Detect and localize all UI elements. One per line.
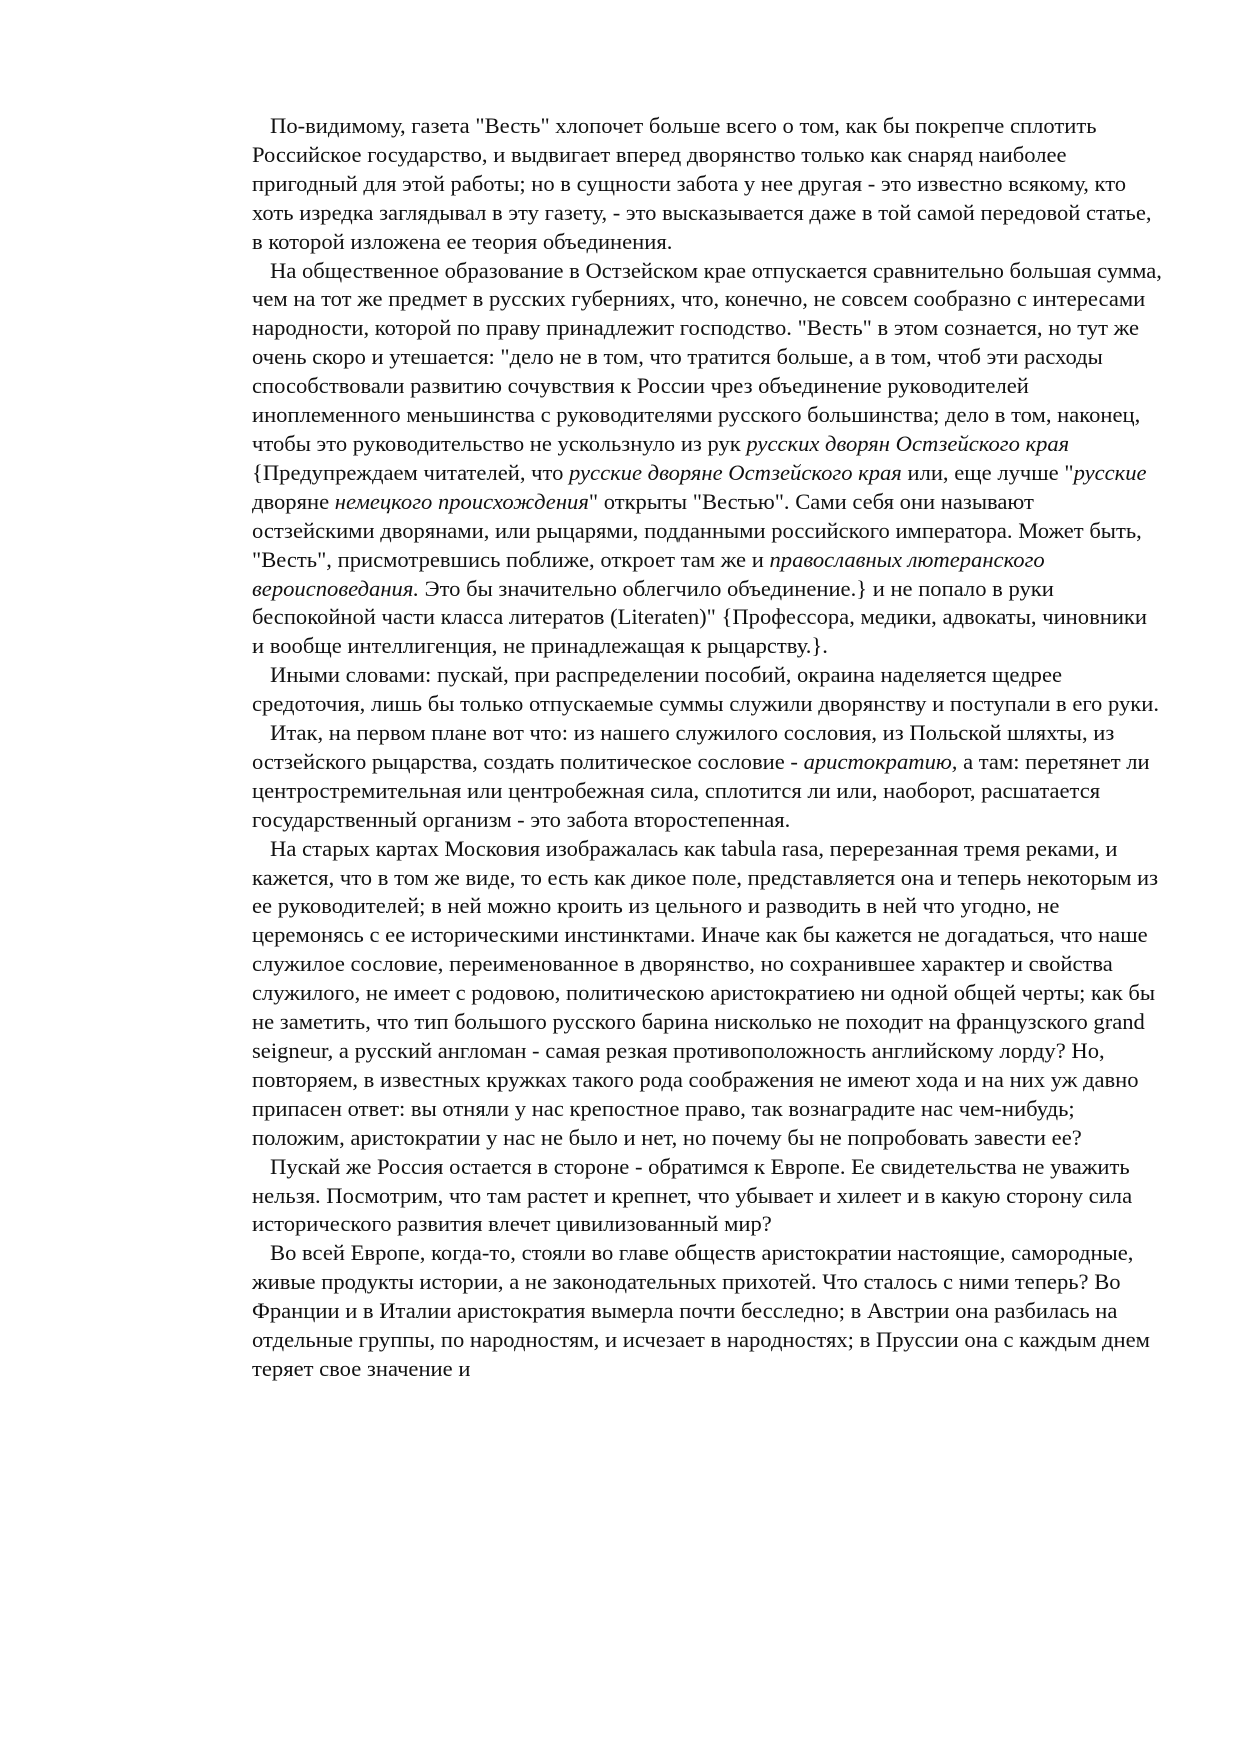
- text-run: " открыты "Вестью". Сами себя они называют остзейскими дворянами, или рыцарями, подданными российского императора. Может быть, "Весть", присмотревшись поближе, откроет там же и: [252, 488, 1142, 572]
- text-run: Пускай же Россия остается в стороне - обратимся к Европе. Ее свидетельства не уважить нельзя. Посмотрим, что там растет и крепнет, что убывает и хилеет и в какую сторону сила исторического развития влечет цивилизованный мир?: [252, 1153, 1133, 1237]
- text-run: Это бы значительно облегчило объединение.} и не попало в руки беспокойной части класса литератов (Literaten)" {Профессора, медики, адвокаты, чиновники и вообще интеллигенция, не принадлежащая к рыцарству.}.: [252, 575, 1147, 659]
- text-run: дворяне: [252, 488, 335, 514]
- paragraph: [252, 719, 1162, 835]
- document-page: [252, 112, 1162, 1384]
- text-run: Иными словами: пускай, при распределении пособий, окраина наделяется щедрее средоточия, лишь бы только отпускаемые суммы служили дворянству и поступали в его руки.: [252, 662, 1160, 717]
- text-run: На старых картах Московия изображалась как tabula rasa, перерезанная тремя реками, и кажется, что в том же виде, то есть как дикое поле, представляется она и теперь некоторым из ее руководителей; в ней можно кроить из цельного и разводить в ней что угодно, не церемонясь с ее историческими инстинктами. Иначе как бы кажется не догадаться, что наше служилое сословие, переименованное в дворянство, но сохранившее характер и свойства служилого, не имеет с родовою, политическою аристократиею ни одной общей черты; как бы не заметить, что тип большого русского барина нисколько не походит на французского grand seigneur, а русский англоман - самая резкая противоположность английскому лорду? Но, повторяем, в известных кружках такого рода соображения не имеют хода и на них уж давно припасен ответ: вы отняли у нас крепостное право, так вознаградите нас чем-нибудь; положим, аристократии у нас не было и нет, но почему бы не попробовать завести ее?: [252, 835, 1159, 1150]
- text-run: Во всей Европе, когда-то, стояли во главе обществ аристократии настоящие, самородные, живые продукты истории, а не законодательных прихотей. Что сталось с ними теперь? Во Франции и в Италии аристократия вымерла почти бесследно; в Австрии она разбилась на отдельные группы, по народностям, и исчезает в народностях; в Пруссии она с каждым днем теряет свое значение и: [252, 1240, 1150, 1381]
- paragraph: [252, 112, 1162, 257]
- paragraph: [252, 1153, 1162, 1240]
- text-run: Итак, на первом плане вот что: из нашего служилого сословия, из Польской шляхты, из остзейского рыцарства, создать политическое сословие -: [252, 720, 1115, 774]
- italic-run: русские дворяне Остзейского края: [569, 459, 902, 485]
- italic-run: русских дворян Остзейского края: [746, 430, 1070, 456]
- text-run: {Предупреждаем читателей, что: [252, 459, 570, 485]
- text-run: а там: перетянет ли центростремительная или центробежная сила, сплотится ли или, наоборот, расшатается государственный организм - это забота второстепенная.: [252, 748, 1150, 832]
- italic-run: православных лютеранского вероисповедания.: [252, 546, 1045, 601]
- paragraph: [252, 661, 1162, 719]
- italic-run: русские: [1073, 459, 1147, 485]
- text-run: или, еще лучше ": [901, 459, 1074, 485]
- paragraph: [252, 257, 1162, 662]
- italic-run: аристократию,: [803, 748, 958, 774]
- text-run: На общественное образование в Остзейском крае отпускается сравнительно большая сумма, чем на тот же предмет в русских губерниях, что, конечно, не совсем сообразно с интересами народности, которой по праву принадлежит господство. "Весть" в этом сознается, но тут же очень скоро и утешается: "дело не в том, что тратится больше, а в том, чтоб эти расходы способствовали развитию сочувствия к России чрез объединение руководителей иноплеменного меньшинства с руководителями русского большинства; дело в том, наконец, чтобы это руководительство не ускользнуло из рук: [252, 257, 1162, 456]
- text-run: По-видимому, газета "Весть" хлопочет больше всего о том, как бы покрепче сплотить Российское государство, и выдвигает вперед дворянство только как снаряд наиболее пригодный для этой работы; но в сущности забота у нее другая - это известно всякому, кто хоть изредка заглядывал в эту газету, - это высказывается даже в той самой передовой статье, в которой изложена ее теория объединения.: [252, 113, 1152, 254]
- paragraph: [252, 1239, 1162, 1384]
- paragraph: [252, 835, 1162, 1153]
- italic-run: немецкого происхождения: [334, 488, 589, 514]
